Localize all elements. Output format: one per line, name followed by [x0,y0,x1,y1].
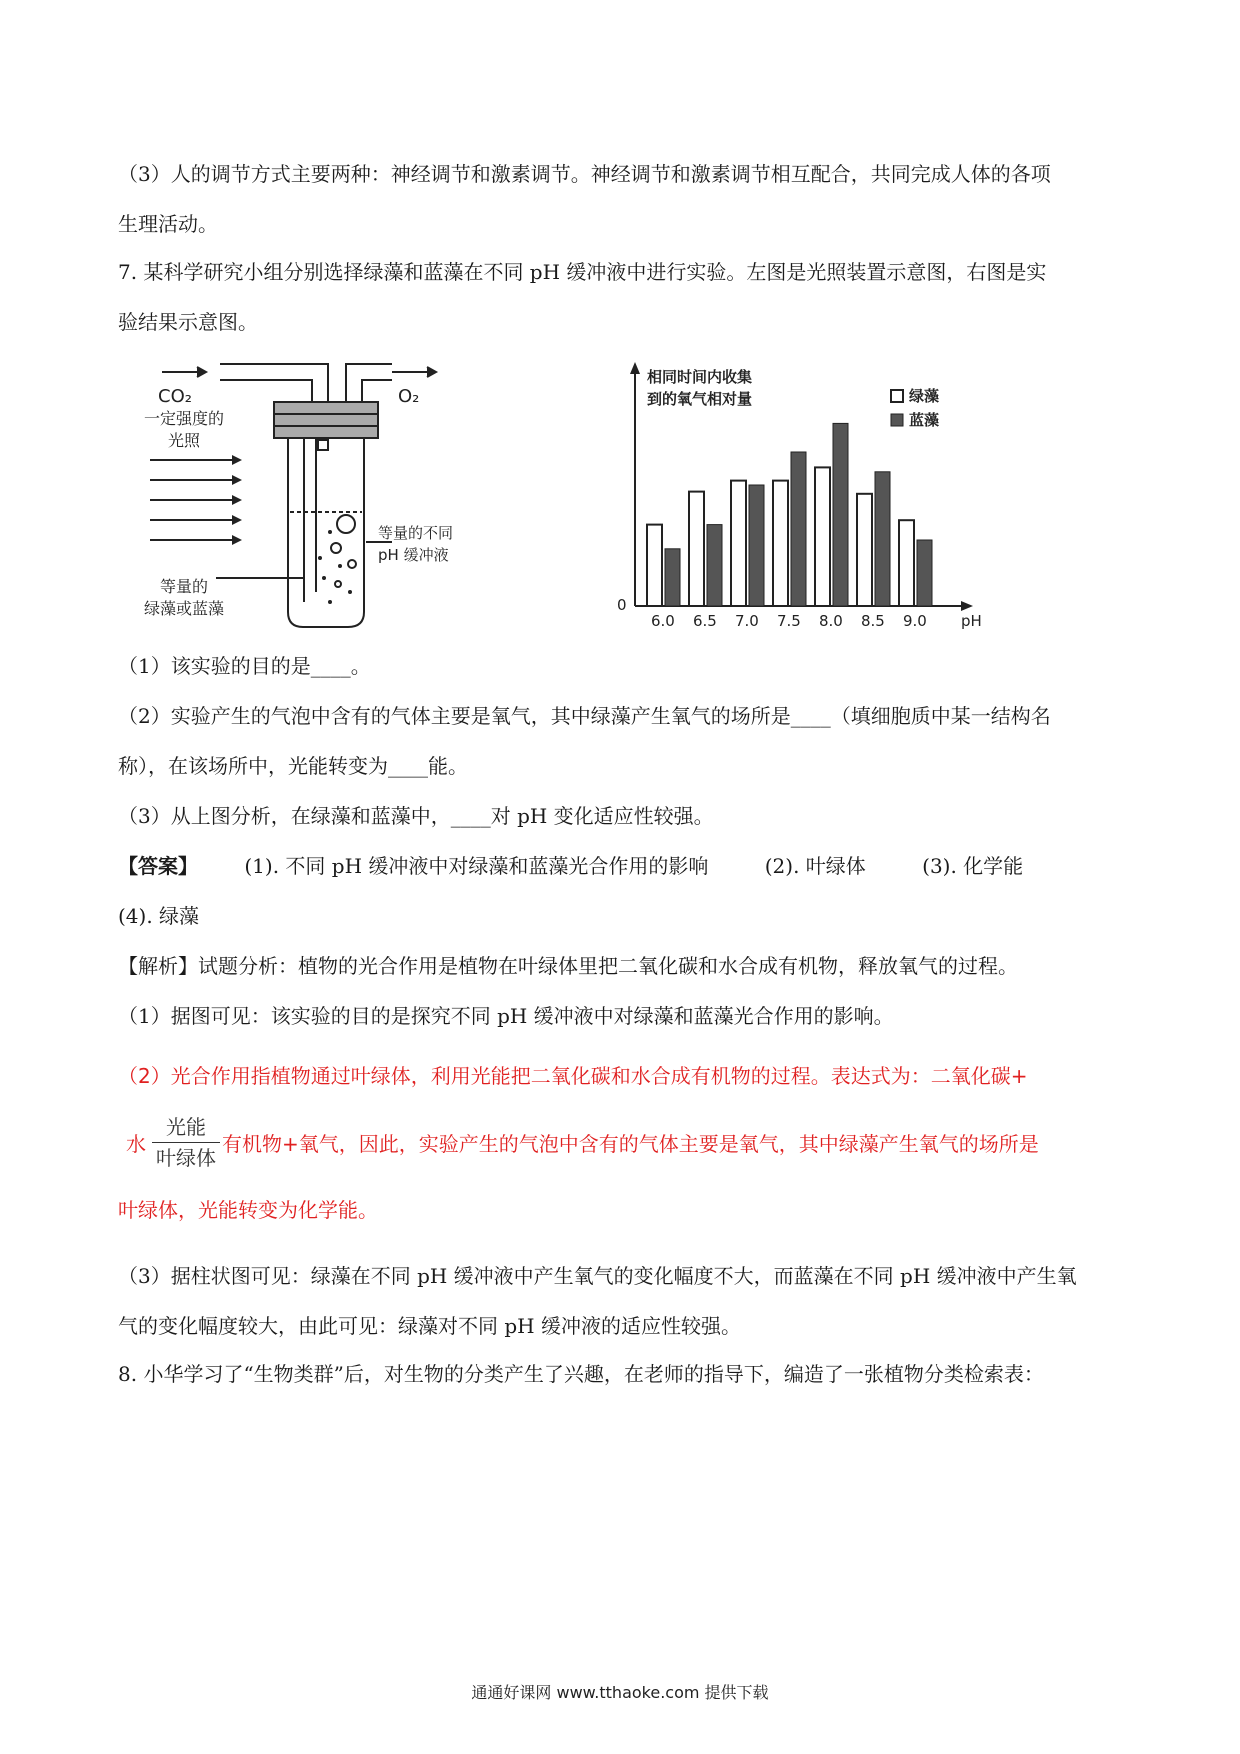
y-axis-label-line1: 相同时间内收集 [647,368,753,386]
x-tick-label-8.5: 8.5 [861,612,885,630]
analysis-1: （1）据图可见：该实验的目的是探究不同 pH 缓冲液中对绿藻和蓝藻光合作用的影响。 [118,1004,894,1028]
apparatus-diagram [140,352,470,637]
fraction-denominator: 叶绿体 [156,1146,216,1170]
bar-green-algae-ph-9.0 [899,520,914,606]
x-tick-label-7.5: 7.5 [777,612,801,630]
paragraph-p3-line2: 生理活动。 [118,212,218,236]
legend-swatch-blue-algae [891,414,903,426]
bar-blue-algae-ph-6.0 [665,549,680,606]
legend-label-blue-algae: 蓝藻 [909,411,940,429]
bar-blue-algae-ph-8.0 [833,423,848,606]
question-7-sub3: （3）从上图分析，在绿藻和蓝藻中，____对 pH 变化适应性较强。 [118,804,714,828]
algae-label-2: 绿藻或蓝藻 [144,599,225,618]
x-tick-label-7.0: 7.0 [735,612,759,630]
bar-green-algae-ph-6.0 [647,525,662,606]
bar-green-algae-ph-8.5 [857,494,872,606]
buffer-label-2: pH 缓冲液 [378,546,449,564]
light-label-1: 一定强度的 [144,409,225,428]
fraction-numerator: 光能 [166,1115,206,1139]
x-tick-label-8.0: 8.0 [819,612,843,630]
legend-label-green-algae: 绿藻 [909,387,940,405]
algae-label-1: 等量的 [160,577,209,596]
bar-green-algae-ph-7.0 [731,481,746,606]
reaction-condition-fraction [152,1114,220,1171]
answer-label: 【答案】 [118,854,198,878]
answer-row [118,852,1023,880]
zero-label: 0 [617,596,627,614]
question-7-sub2-line2: 称），在该场所中，光能转变为____能。 [118,754,468,778]
x-tick-label-9.0: 9.0 [903,612,927,630]
bar-green-algae-ph-6.5 [689,492,704,606]
bar-chart [605,358,990,638]
co2-label: CO₂ [158,386,192,407]
x-tick-label-6.0: 6.0 [651,612,675,630]
y-axis-arrow [630,362,640,374]
analysis-2-prefix: 水 [126,1132,146,1156]
answer-3: (3). 化学能 [922,854,1024,878]
bar-blue-algae-ph-6.5 [707,525,722,606]
bar-blue-algae-ph-7.5 [791,452,806,606]
question-7-sub1: （1）该实验的目的是____。 [118,654,371,678]
fraction-bar [152,1142,220,1143]
light-label-2: 光照 [168,431,201,450]
legend-swatch-green-algae [891,390,903,402]
x-tick-label-6.5: 6.5 [693,612,717,630]
answer-2: (2). 叶绿体 [764,854,866,878]
answer-4: (4). 绿藻 [118,904,200,928]
paragraph-p3-line1: （3）人的调节方式主要两种：神经调节和激素调节。神经调节和激素调节相互配合，共同完成人体的各项 [118,162,1051,186]
bar-blue-algae-ph-7.0 [749,485,764,606]
question-7-line1: 7. 某科学研究小组分别选择绿藻和蓝藻在不同 pH 缓冲液中进行实验。左图是光照装置示意图，右图是实 [118,260,1047,284]
bar-blue-algae-ph-9.0 [917,540,932,606]
question-8-line1: 8. 小华学习了“生物类群”后，对生物的分类产生了兴趣，在老师的指导下，编造了一张植物分类检索表： [118,1362,1044,1386]
question-7-line2: 验结果示意图。 [118,310,258,334]
buffer-label-1: 等量的不同 [378,524,454,542]
analysis-intro: 【解析】试题分析：植物的光合作用是植物在叶绿体里把二氧化碳和水合成有机物，释放氧气的过程。 [118,954,1018,978]
analysis-2-line3: 叶绿体，光能转变为化学能。 [118,1198,378,1222]
bar-green-algae-ph-7.5 [773,481,788,606]
x-axis-arrow [961,601,973,611]
answer-1: (1). 不同 pH 缓冲液中对绿藻和蓝藻光合作用的影响 [244,854,709,878]
x-axis-label: pH [961,612,982,630]
question-7-sub2-line1: （2）实验产生的气泡中含有的气体主要是氧气，其中绿藻产生氧气的场所是____（填细胞质中某一结构名 [118,704,1051,728]
analysis-2-line2: 有机物+氧气，因此，实验产生的气泡中含有的气体主要是氧气，其中绿藻产生氧气的场所是 [222,1132,1039,1156]
y-axis-label-line2: 到的氧气相对量 [647,390,753,408]
bar-green-algae-ph-8.0 [815,467,830,606]
o2-label: O₂ [398,386,420,407]
analysis-2-line1: （2）光合作用指植物通过叶绿体，利用光能把二氧化碳和水合成有机物的过程。表达式为：二氧化碳+ [118,1064,1028,1088]
analysis-3-line1: （3）据柱状图可见：绿藻在不同 pH 缓冲液中产生氧气的变化幅度不大，而蓝藻在不同 pH 缓冲液中产生氧 [118,1264,1077,1288]
footer: 通通好课网 www.tthaoke.com 提供下载 [471,1683,769,1702]
analysis-3-line2: 气的变化幅度较大，由此可见：绿藻对不同 pH 缓冲液的适应性较强。 [118,1314,741,1338]
bar-blue-algae-ph-8.5 [875,472,890,606]
